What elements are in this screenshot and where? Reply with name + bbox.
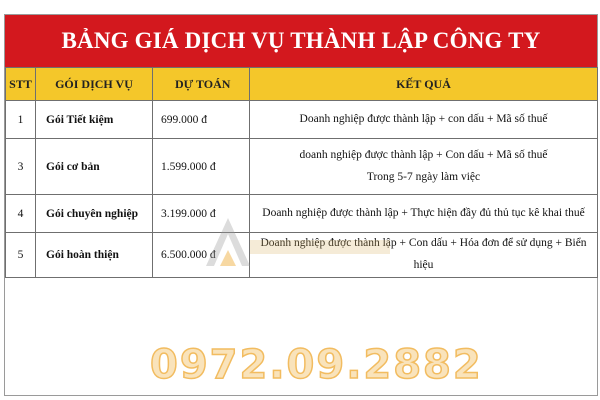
row-result-text: Doanh nghiệp được thành lập + con dấu + Mã số thuế <box>299 112 548 125</box>
watermark-phone: 0972.09.2882 <box>150 342 483 388</box>
title-bar <box>5 15 597 67</box>
table-row <box>6 195 598 233</box>
price-table-frame <box>4 14 598 396</box>
row-package: Gói chuyên nghiệp <box>36 195 153 233</box>
row-package: Gói cơ bản <box>36 139 153 195</box>
row-cost: 6.500.000 đ <box>153 233 250 278</box>
header-result: KẾT QUẢ <box>250 68 598 101</box>
row-stt: 4 <box>6 195 36 233</box>
row-result <box>250 195 598 233</box>
table-header-row <box>6 68 598 101</box>
row-result <box>250 101 598 139</box>
table-row <box>6 101 598 139</box>
row-cost: 3.199.000 đ <box>153 195 250 233</box>
row-result-text: Doanh nghiệp được thành lập + Thực hiện đầy đủ thủ tục kê khai thuế <box>262 206 585 219</box>
row-cost: 699.000 đ <box>153 101 250 139</box>
table-row <box>6 233 598 278</box>
table-row <box>6 139 598 195</box>
table-title: BẢNG GIÁ DỊCH VỤ THÀNH LẬP CÔNG TY <box>61 28 541 53</box>
row-result-text: Doanh nghiệp được thành lập + Con dấu + Hóa đơn để sử dụng + Biển hiệu <box>260 237 587 271</box>
row-stt: 5 <box>6 233 36 278</box>
row-result <box>250 139 598 195</box>
row-stt: 3 <box>6 139 36 195</box>
row-result-note: Trong 5-7 ngày làm việc <box>366 170 481 183</box>
row-stt: 1 <box>6 101 36 139</box>
header-package: GÓI DỊCH VỤ <box>36 68 153 101</box>
row-cost: 1.599.000 đ <box>153 139 250 195</box>
row-result-text: doanh nghiệp được thành lập + Con dấu + Mã số thuế <box>299 148 548 161</box>
header-cost: DỰ TOÁN <box>153 68 250 101</box>
row-package: Gói hoàn thiện <box>36 233 153 278</box>
row-package: Gói Tiết kiệm <box>36 101 153 139</box>
header-stt: STT <box>6 68 36 101</box>
row-result <box>250 233 598 278</box>
